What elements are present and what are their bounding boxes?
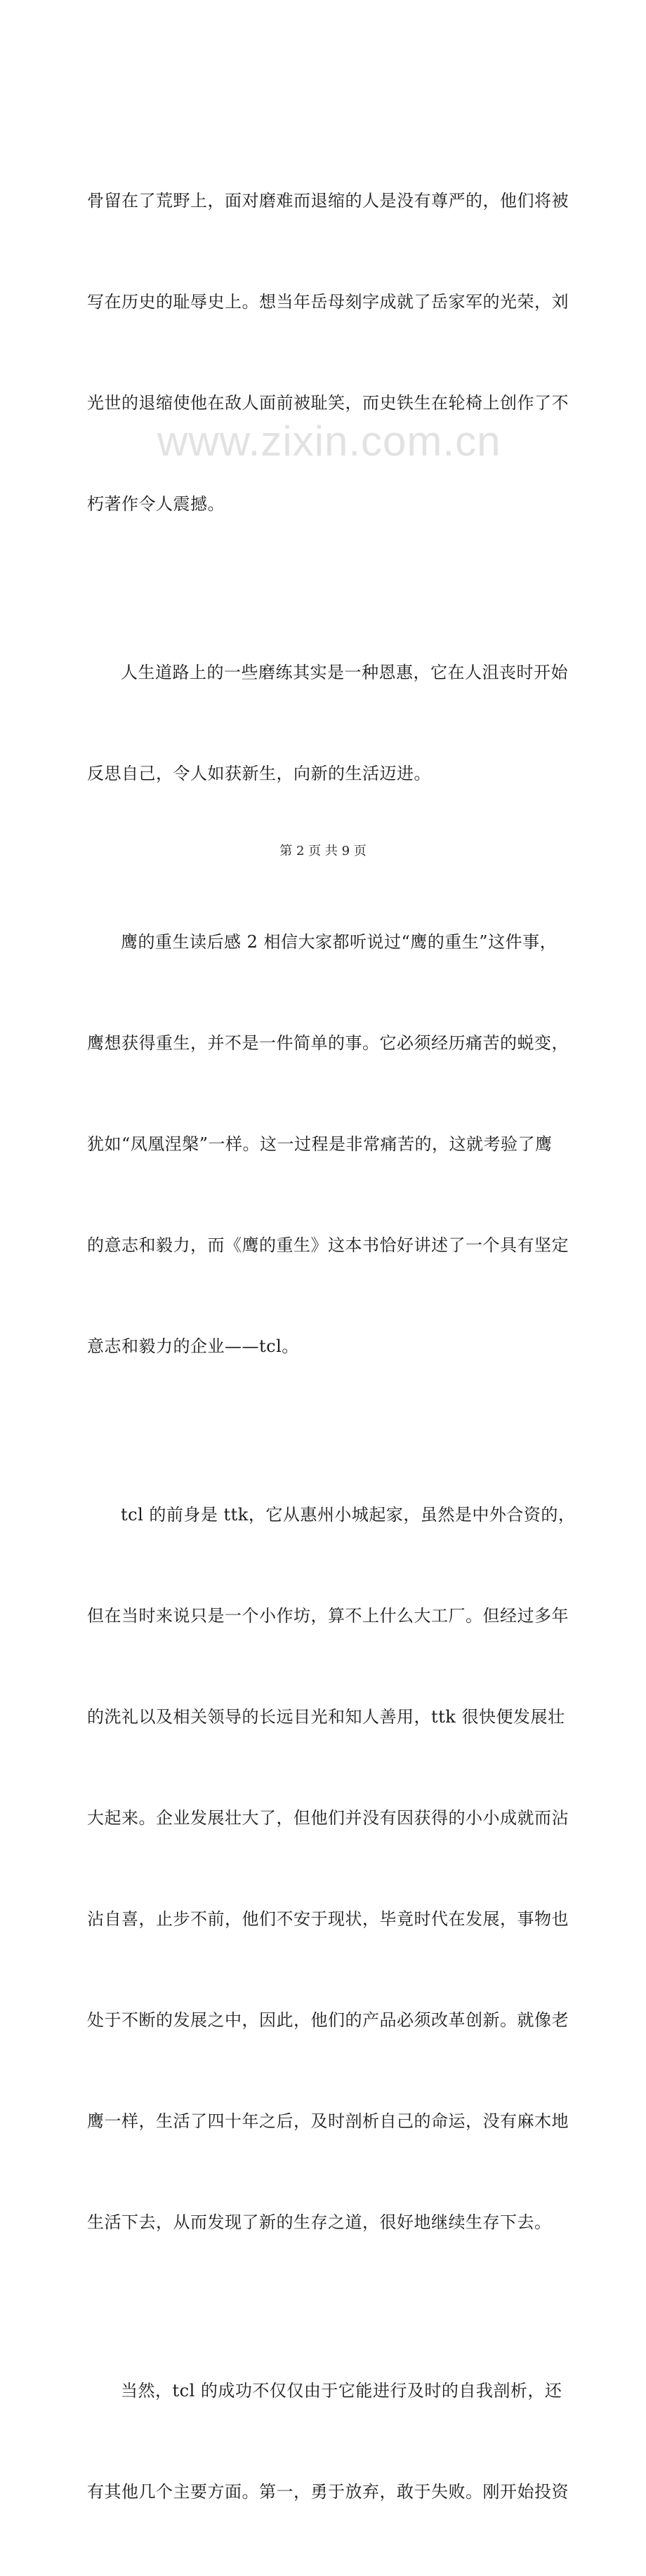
text-line: 朽著作令人震撼。	[87, 494, 225, 514]
paragraph-2	[87, 588, 568, 858]
document-body	[87, 117, 576, 2576]
paragraph-5	[87, 2306, 569, 2576]
text-line: 的意志和毅力，而《鹰的重生》这本书恰好讲述了一个具有坚定	[87, 1235, 569, 1255]
text-line: 沾自喜，止步不前，他们不安于现状，毕竟时代在发展，事物也	[87, 1909, 569, 1929]
text-line: 光世的退缩使他在敌人面前被耻笑，而史铁生在轮椅上创作了不	[87, 393, 569, 413]
text-line: 鹰一样，生活了四十年之后，及时剖析自己的命运，没有麻木地	[87, 2111, 569, 2131]
text-line: 写在历史的耻辱史上。想当年岳母刻字成就了岳家军的光荣，刘	[87, 292, 569, 312]
text-line: 但在当时来说只是一个小作坊，算不上什么大工厂。但经过多年	[87, 1606, 569, 1626]
text-line: 当然，tcl 的成功不仅仅由于它能进行及时的自我剖析，还	[121, 2381, 562, 2401]
text-line: 大起来。企业发展壮大了，但他们并没有因获得的小小成就而沾	[87, 1808, 569, 1828]
page-number-footer: 第 2 页 共 9 页	[279, 844, 367, 858]
text-line: 生活下去，从而发现了新的生存之道，很好地继续生存下去。	[87, 2212, 552, 2232]
text-line: 处于不断的发展之中，因此，他们的产品必须改革创新。就像老	[87, 2010, 569, 2030]
paragraph-4	[87, 1430, 576, 2306]
text-line: 犹如“凤凰涅槃”一样。这一过程是非常痛苦的，这就考验了鹰	[87, 1134, 553, 1154]
text-line: 骨留在了荒野上，面对磨难而退缩的人是没有尊严的，他们将被	[87, 191, 569, 211]
text-line: 有其他几个主要方面。第一，勇于放弃，敢于失败。刚开始投资	[87, 2482, 569, 2502]
text-line: 反思自己，令人如获新生，向新的生活迈进。	[87, 764, 431, 783]
text-line: 的洗礼以及相关领导的长远目光和知人善用，ttk 很快便发展壮	[87, 1707, 565, 1727]
text-line: 人生道路上的一些磨练其实是一种恩惠，它在人沮丧时开始	[121, 663, 568, 682]
text-line: 鹰的重生读后感 2 相信大家都听说过“鹰的重生”这件事，	[121, 932, 558, 952]
paragraph-3	[87, 858, 569, 1430]
text-line: 鹰想获得重生，并不是一件简单的事。它必须经历痛苦的蜕变，	[87, 1033, 569, 1053]
text-line: tcl 的前身是 ttk，它从惠州小城起家，虽然是中外合资的，	[121, 1505, 576, 1525]
text-line: 意志和毅力的企业——tcl。	[87, 1336, 299, 1356]
paragraph-1	[87, 117, 569, 588]
watermark: www.zixin.com.cn	[157, 418, 501, 465]
